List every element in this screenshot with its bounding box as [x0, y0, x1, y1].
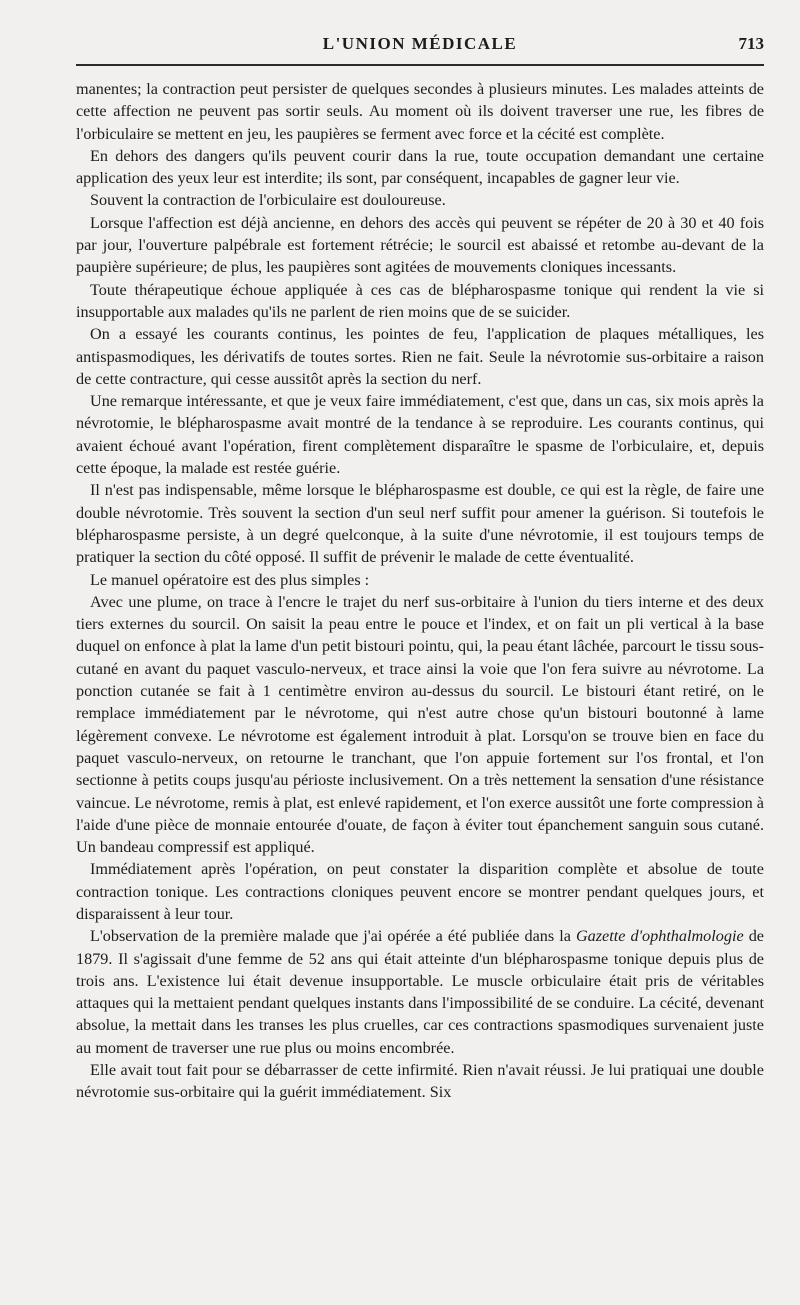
paragraph: Le manuel opératoire est des plus simples : [90, 570, 370, 589]
paragraph: Elle avait tout fait pour se débarrasser de cette infirmité. Rien n'avait réussi. Je lui pratiquai une double névrotomie sus-orbitaire qui la guérit immédiatement. Six [76, 1061, 764, 1102]
journal-citation: Gazette d'ophthalmologie [575, 927, 744, 946]
paragraph: Souvent la contraction de l'orbiculaire est douloureuse. [90, 191, 446, 210]
paragraph: Toute thérapeutique échoue appliquée à ces cas de blépharospasme tonique qui rendent la vie si insupportable aux malades qu'ils ne parlent de rien moins que de se suicider. [76, 280, 764, 321]
paragraph: Immédiatement après l'opération, on peut constater la disparition complète et absolue de toute contraction tonique. Les contractions cloniques peuvent encore se montrer pendant quelques jours, et disparaissent à leur tour. [76, 860, 764, 923]
text-run: de 1879. Il s'agissait d'une femme de 52 ans qui était atteinte d'un blépharospasme tonique depuis plus de trois ans. L'existence lui était devenue insupportable. Le muscle orbiculaire était pris de véritables attaques qui la mettaient pendant quelques instants dans l'impossibilité de se conduire. La cécité, devenant absolue, la mettait dans les transes les plus cruelles, car ces contractions spasmodiques survenaient juste au moment de traverser une rue plus ou moins encombrée. [76, 927, 764, 1057]
paragraph [76, 925, 764, 1059]
paragraph: On a essayé les courants continus, les pointes de feu, l'application de plaques métalliques, les antispasmodiques, les dérivatifs de toutes sortes. Rien ne fait. Seule la névrotomie sus-orbitaire a raison de cette contracture, qui cesse aussitôt après la section du nerf. [76, 325, 764, 388]
paragraph: Une remarque intéressante, et que je veux faire immédiatement, c'est que, dans un cas, six mois après la névrotomie, le blépharospasme avait montré de la tendance à se reproduire. Les courants continus, qui avaient échoué avant l'opération, firent complètement disparaître le spasme de l'orbiculaire, et, depuis cette époque, la malade est restée guérie. [76, 392, 764, 478]
page-number: 713 [738, 34, 764, 53]
journal-title: L'UNION MÉDICALE [322, 34, 518, 53]
header-rule [76, 64, 764, 66]
paragraph: Avec une plume, on trace à l'encre le trajet du nerf sus-orbitaire à l'union du tiers interne et des deux tiers externes du sourcil. On saisit la peau entre le pouce et l'index, et on fait un pli vertical à la base duquel on enfonce à plat la lame d'un petit bistouri pointu, qui, la peau étant lâchée, parcourt le tissu sous-cutané en avant du paquet vasculo-nerveux, et trace ainsi la voie que l'on fera suivre au névrotome. La ponction cutanée se fait à 1 centimètre environ au-dessus du sourcil. Le bistouri étant retiré, on le remplace immédiatement par le névrotome, qui n'est autre chose qu'un bistouri boutonné à lame légèrement convexe. Le névrotome est également introduit à plat. Lorsqu'on se trouve bien en face du paquet vasculo-nerveux, on retourne le tranchant, que l'on appuie fortement sur l'os frontal, et l'on sectionne à petits coups jusqu'au périoste inclusivement. On a très nettement la sensation d'une résistance vaincue. Le névrotome, remis à plat, est enlevé rapidement, et l'on exerce aussitôt une forte compression à l'aide d'une pièce de monnaie entourée d'ouate, de façon à éviter tout épanchement sanguin sous cutané. Un bandeau compressif est appliqué. [76, 592, 764, 857]
text-run: L'observation de la première malade que j'ai opérée a été publiée dans la [90, 927, 576, 946]
paragraph: Lorsque l'affection est déjà ancienne, en dehors des accès qui peuvent se répéter de 20 à 30 et 40 fois par jour, l'ouverture palpébrale est fortement rétrécie; le sourcil est abaissé et retombe au-devant de la paupière supérieure; de plus, les paupières sont agitées de mouvements cloniques incessants. [76, 213, 764, 277]
paragraph: Il n'est pas indispensable, même lorsque le blépharospasme est double, ce qui est la règle, de faire une double névrotomie. Très souvent la section d'un seul nerf suffit pour amener la guérison. Si toutefois le blépharospasme persiste, à un degré quelconque, à la suite d'une névrotomie, il est toujours temps de pratiquer la section du côté opposé. Il suffit de prévenir le malade de cette éventualité. [76, 481, 764, 567]
article-body [76, 78, 764, 1104]
paragraph: manentes; la contraction peut persister de quelques secondes à plusieurs minutes. Les malades atteints de cette affection ne peuvent pas sortir seuls. Au moment où ils doivent traverser une rue, les fibres de l'orbiculaire se mettent en jeu, les paupières se ferment avec force et la cécité est complète. [76, 80, 764, 143]
paragraph: En dehors des dangers qu'ils peuvent courir dans la rue, toute occupation demandant une certaine application des yeux leur est interdite; ils sont, par conséquent, incapables de gagner leur vie. [76, 146, 764, 188]
running-head [76, 30, 764, 60]
